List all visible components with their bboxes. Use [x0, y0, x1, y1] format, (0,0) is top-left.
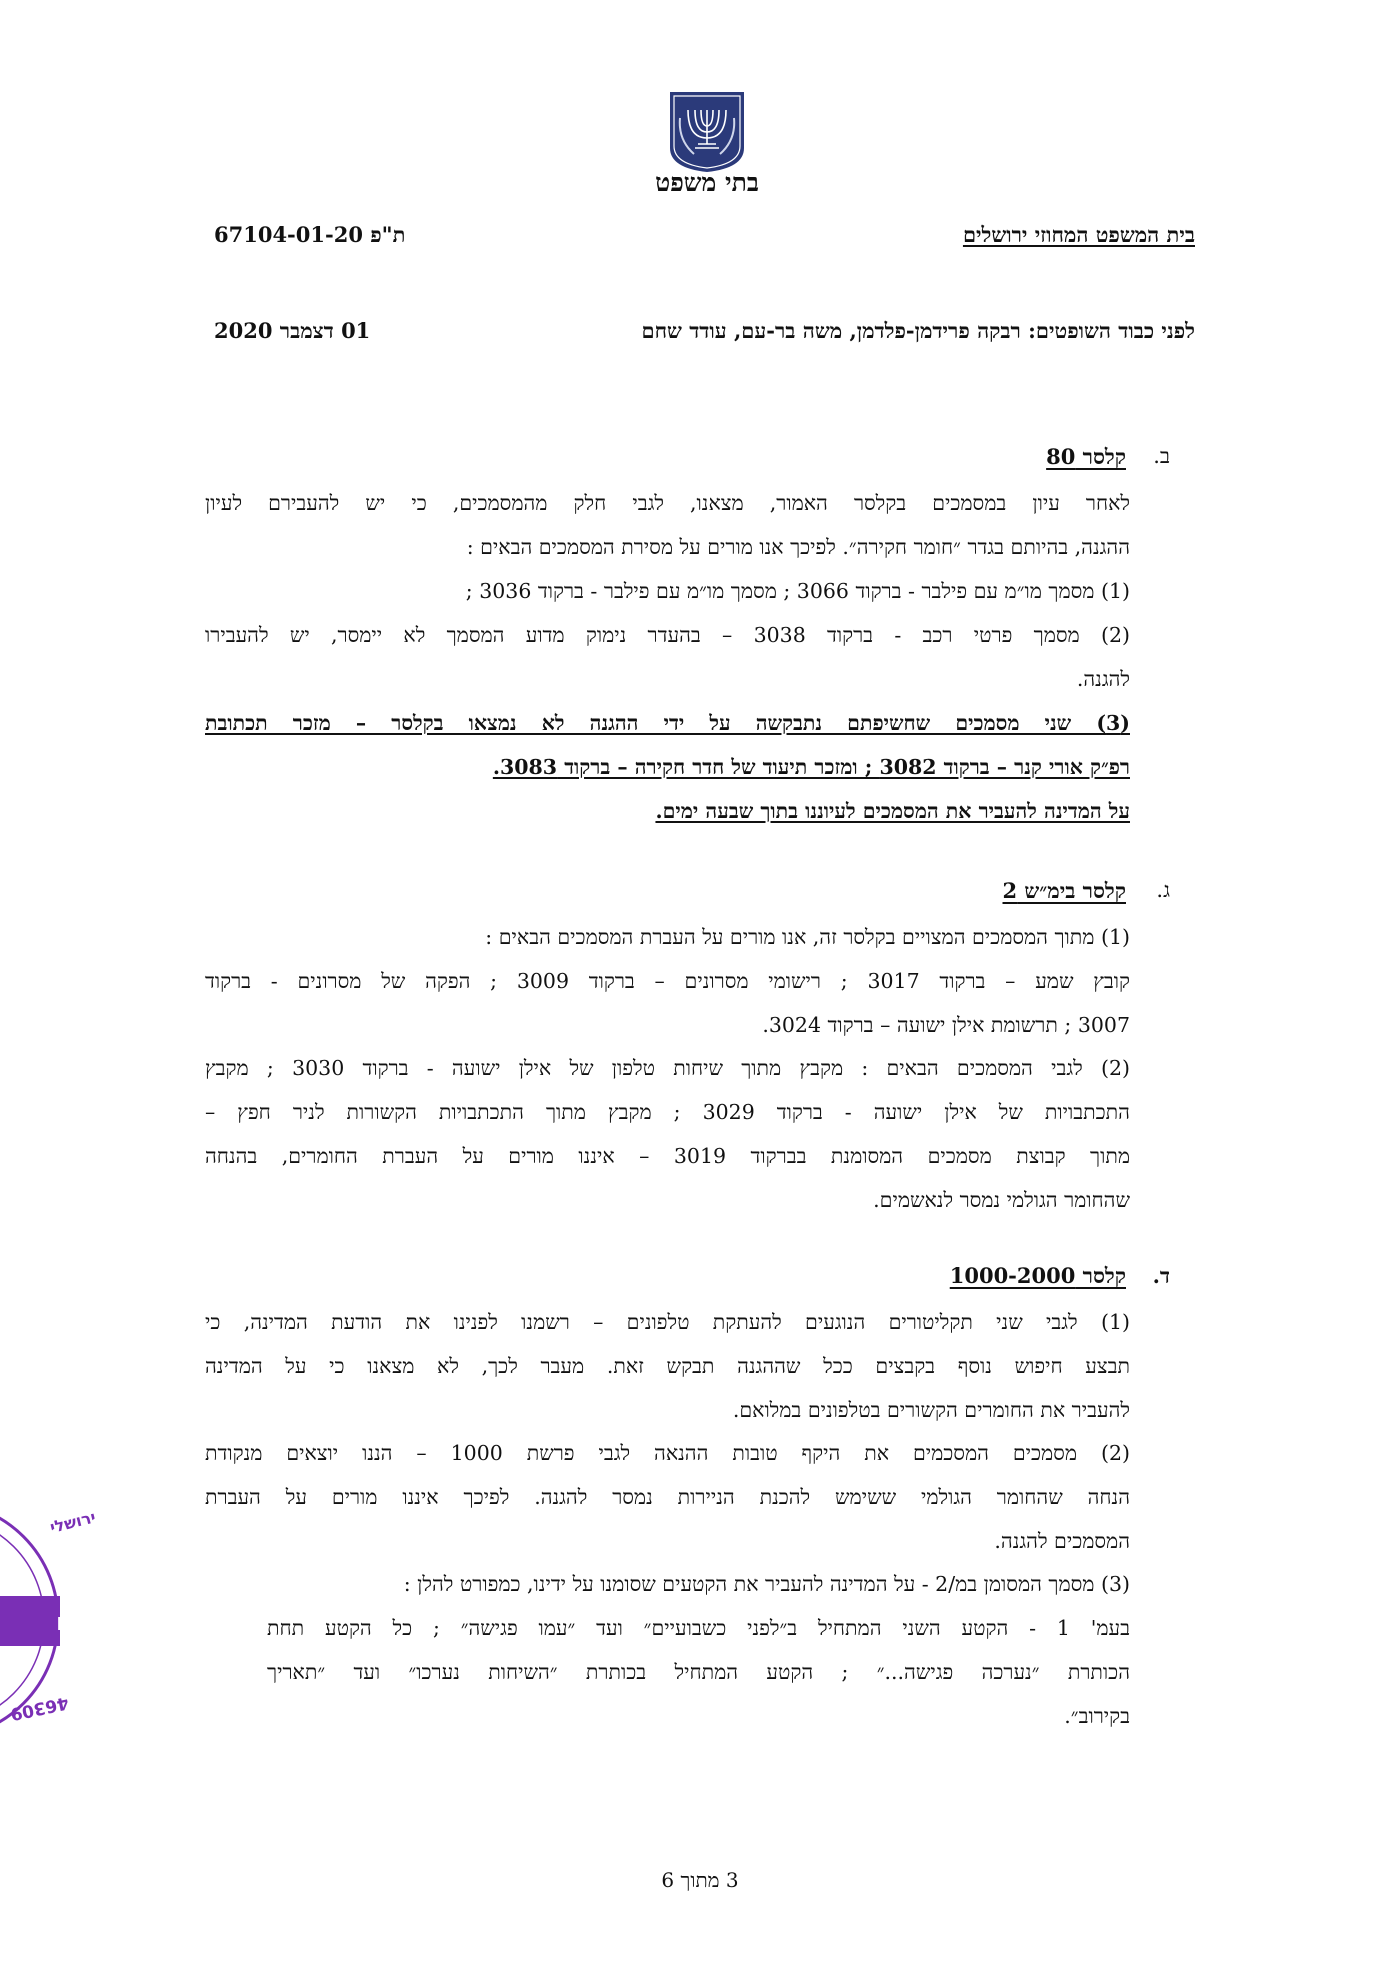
section-letter: ד.	[1152, 1263, 1170, 1288]
text-line: שהחומר הגולמי נמסר לנאשמים.	[873, 1188, 1130, 1212]
case-number: ת"פ 67104-01-20	[214, 222, 406, 247]
court-system-title: בתי משפט	[655, 168, 759, 197]
text-line: התכתבויות של אילן ישועה - ברקוד 3029 ; מקבץ מתוך התכתבויות הקשורות לניר חפץ –	[205, 1100, 1130, 1124]
text-line: (1) לגבי שני תקליטורים הנוגעים להעתקת טלפונים – רשמנו לפנינו את הודעת המדינה, כי	[205, 1310, 1130, 1334]
text-line: 3007 ; תרשומת אילן ישועה – ברקוד 3024.	[762, 1013, 1130, 1037]
list-item	[205, 1562, 1130, 1606]
text-line: (3) שני מסמכים שחשיפתם נתבקשה על ידי ההגנה לא נמצאו בקלסר – מזכר תכתובת	[205, 711, 1130, 735]
section-title: קלסר בימ״ש 2	[1002, 878, 1126, 903]
stamp-text-top: ירושלי	[48, 1507, 98, 1537]
state-emblem-icon	[664, 88, 750, 174]
hearing-date: 01 דצמבר 2020	[214, 318, 371, 343]
text-line: על המדינה להעביר את המסמכים לעיוננו בתוך שבעה ימים.	[655, 799, 1130, 823]
stamp-text-middle: למקו	[56, 1608, 114, 1636]
court-stamp	[0, 1500, 114, 1740]
text-line: להגנה.	[1076, 667, 1130, 691]
stamp-text-bottom: 46309	[8, 1692, 71, 1724]
text-line: (2) לגבי המסמכים הבאים : מקבץ מתוך שיחות טלפון של אילן ישועה - ברקוד 3030 ; מקבץ	[205, 1056, 1130, 1080]
list-item	[205, 1300, 1130, 1432]
list-item	[205, 1431, 1130, 1563]
list-item	[205, 701, 1130, 833]
list-item	[205, 1046, 1130, 1222]
list-item	[205, 915, 1130, 1047]
text-line: להעביר את החומרים הקשורים בטלפונים במלואם.	[732, 1398, 1130, 1422]
text-line: תבצע חיפוש נוסף בקבצים ככל שההגנה תבקש זאת. מעבר לכך, לא מצאנו כי על המדינה	[205, 1354, 1130, 1378]
list-item	[205, 613, 1130, 701]
list-item	[205, 569, 1130, 613]
section-title: קלסר 1000-2000	[949, 1263, 1126, 1288]
judges-line: לפני כבוד השופטים: רבקה פרידמן-פלדמן, משה בר-עם, עודד שחם	[641, 318, 1195, 343]
text-line: רפ״ק אורי קנר – ברקוד 3082 ; ומזכר תיעוד של חדר חקירה – ברקוד 3083.	[492, 755, 1130, 779]
text-line: (2) מסמכים המסכמים את היקף טובות ההנאה לגבי פרשת 1000 – הננו יוצאים מנקודת	[205, 1441, 1130, 1465]
section-letter: ב.	[1153, 444, 1170, 468]
section-letter: ג.	[1156, 878, 1170, 902]
court-name: בית המשפט המחוזי ירושלים	[962, 222, 1195, 247]
text-line: ההגנה, בהיותם בגדר ״חומר חקירה״. לפיכך אנו מורים על מסירת המסמכים הבאים :	[466, 535, 1130, 559]
text-line: בקירוב״.	[1064, 1704, 1130, 1728]
text-line: (1) מתוך המסמכים המצויים בקלסר זה, אנו מורים על העברת המסמכים הבאים :	[485, 925, 1130, 949]
text-line: המסמכים להגנה.	[994, 1529, 1130, 1553]
text-line: הכותרת ״נערכה פגישה...״ ; הקטע המתחיל בכותרת ״השיחות נערכו״ ועד ״תאריך	[267, 1660, 1130, 1684]
text-line: (2) מסמך פרטי רכב - ברקוד 3038 – בהעדר נימוק מדוע המסמך לא יימסר, יש להעבירו	[205, 623, 1130, 647]
text-line: (3) מסמך המסומן במ/2 - על המדינה להעביר את הקטעים שסומנו על ידינו, כמפורט להלן :	[403, 1572, 1130, 1596]
text-line: בעמ' 1 - הקטע השני המתחיל ב״לפני כשבועיים״ ועד ״עמו פגישה״ ; כל הקטע תחת	[267, 1616, 1130, 1640]
text-line: קובץ שמע – ברקוד 3017 ; רישומי מסרונים – ברקוד 3009 ; הפקה של מסרונים - ברקוד	[205, 969, 1130, 993]
page-number: 3 מתוך 6	[661, 1868, 739, 1892]
text-line: הנחה שהחומר הגולמי ששימש להכנת הניירות נמסר להגנה. לפיכך איננו מורים על העברת	[205, 1485, 1130, 1509]
text-line: מתוך קבוצת מסמכים המסומנת בברקוד 3019 – איננו מורים על העברת החומרים, בהנחה	[205, 1144, 1131, 1168]
section-title: קלסר 80	[1046, 444, 1126, 469]
section-paragraph	[205, 481, 1130, 569]
text-line: (1) מסמך מו״מ עם פילבר - ברקוד 3066 ; מסמך מו״מ עם פילבר - ברקוד 3036 ;	[465, 579, 1130, 603]
list-sub-item	[267, 1606, 1130, 1738]
text-line: לאחר עיון במסמכים בקלסר האמור, מצאנו, לגבי חלק מהמסמכים, כי יש להעבירם לעיון	[205, 491, 1130, 515]
